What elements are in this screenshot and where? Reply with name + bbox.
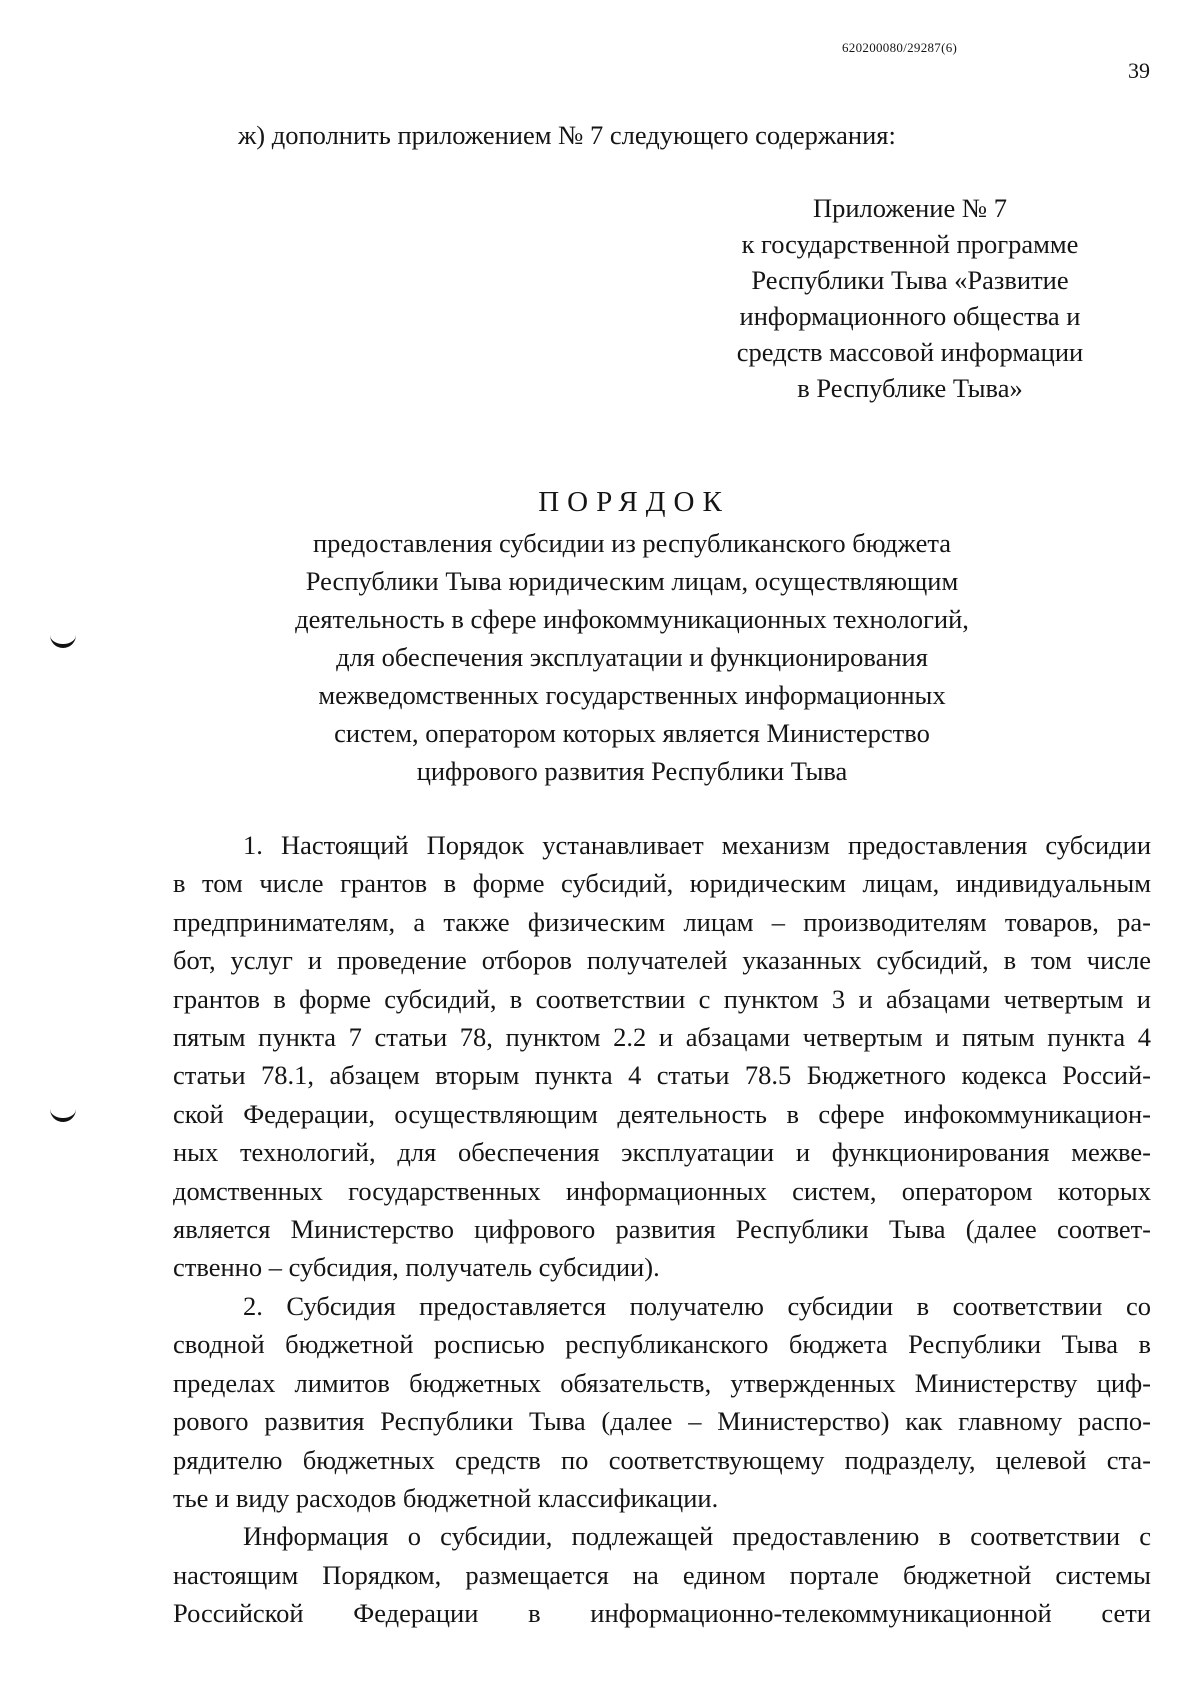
paragraph-line: ской Федерации, осуществляющим деятельность в сфере инфокоммуникацион- (173, 1098, 1151, 1129)
paragraph-line: 1. Настоящий Порядок устанавливает механизм предоставления субсидии (243, 830, 1151, 860)
paragraph-3 (173, 1517, 1151, 1632)
subtitle-line: цифрового развития Республики Тыва (416, 756, 848, 786)
subtitle-line: систем, оператором которых является Министерство (334, 718, 930, 748)
paragraph-line: в том числе грантов в форме субсидий, юридическим лицам, индивидуальным (173, 868, 1151, 899)
intro-line: ж) дополнить приложением № 7 следующего содержания: (238, 120, 896, 150)
paragraph-line: Российской Федерации в информационно-телекоммуникационной сети (173, 1598, 1151, 1629)
paragraph-line: пятым пункта 7 статьи 78, пунктом 2.2 и абзацами четвертым и пятым пункта 4 (173, 1022, 1151, 1053)
document-title: ПОРЯДОК (538, 486, 730, 518)
body-text (173, 826, 1151, 1633)
document-subtitle (0, 524, 1200, 790)
paragraph-line: пределах лимитов бюджетных обязательств, утвержденных Министерству циф- (173, 1367, 1151, 1398)
paragraph-line: ственно – субсидия, получатель субсидии). (173, 1252, 660, 1283)
paragraph-line: домственных государственных информационных систем, оператором которых (173, 1175, 1151, 1206)
appendix-line: Приложение № 7 (812, 193, 1007, 223)
paragraph-line: статьи 78.1, абзацем вторым пункта 4 статьи 78.5 Бюджетного кодекса Россий- (173, 1060, 1151, 1091)
paragraph-line: 2. Субсидия предоставляется получателю субсидии в соответствии со (243, 1290, 1151, 1321)
paragraph-line: рового развития Республики Тыва (далее – Министерство) как главному распо- (173, 1406, 1151, 1437)
paragraph-line: сводной бюджетной росписью республиканского бюджета Республики Тыва в (173, 1329, 1151, 1360)
paragraph-line: рядителю бюджетных средств по соответствующему подразделу, целевой ста- (173, 1444, 1151, 1475)
appendix-line: к государственной программе (741, 229, 1079, 259)
paragraph-line: Информация о субсидии, подлежащей предоставлению в соответствии с (243, 1521, 1151, 1552)
appendix-line: Республики Тыва «Развитие (751, 265, 1069, 295)
page-number: 39 (1128, 58, 1150, 83)
paragraph-line: настоящим Порядком, размещается на едином портале бюджетной системы (173, 1559, 1151, 1590)
paragraph-line: тье и виду расходов бюджетной классификации. (173, 1482, 719, 1513)
appendix-line: информационного общества и (739, 301, 1081, 331)
paragraph-2 (173, 1287, 1151, 1517)
paragraph-line: предпринимателям, а также физическим лицам – производителям товаров, ра- (173, 906, 1151, 937)
paragraph-line: является Министерство цифрового развития Республики Тыва (далее соответ- (173, 1214, 1151, 1245)
appendix-block (705, 190, 1115, 406)
subtitle-line: Республики Тыва юридическим лицам, осуществляющим (305, 566, 959, 596)
subtitle-line: деятельность в сфере инфокоммуникационных технологий, (295, 604, 969, 634)
appendix-line: в Республике Тыва» (797, 373, 1023, 403)
paragraph-line: грантов в форме субсидий, в соответствии с пунктом 3 и абзацами четвертым и (173, 983, 1151, 1014)
appendix-line: средств массовой информации (736, 337, 1084, 367)
subtitle-line: межведомственных государственных информационных (318, 680, 946, 710)
document-code: 620200080/29287(6) (842, 40, 958, 55)
paragraph-line: ных технологий, для обеспечения эксплуатации и функционирования межве- (173, 1137, 1151, 1168)
paragraph-line: бот, услуг и проведение отборов получателей указанных субсидий, в том числе (173, 945, 1151, 976)
subtitle-line: предоставления субсидии из республиканского бюджета (312, 528, 952, 558)
subtitle-line: для обеспечения эксплуатации и функционирования (336, 642, 928, 672)
binding-mark-lower (50, 1104, 76, 1122)
paragraph-1 (173, 826, 1151, 1287)
